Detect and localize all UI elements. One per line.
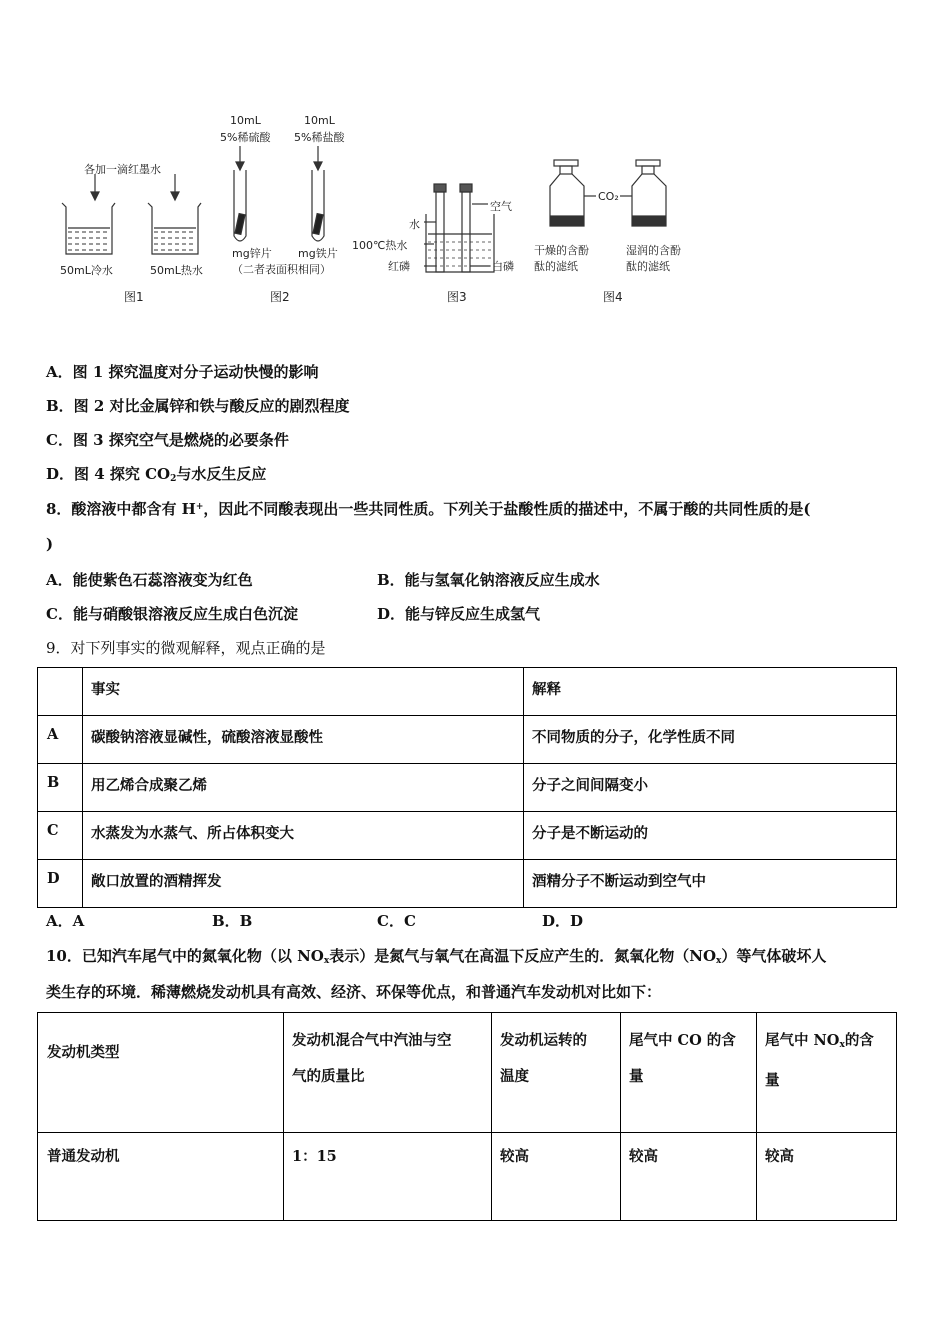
arrow-head-fig1-left — [91, 192, 99, 200]
q9-table — [37, 667, 897, 908]
q10-l1-c: 表示）是氮气与氧气在高温下反应产生的．氮氧化物（NO — [329, 947, 717, 965]
q10-row-co: 较高 — [621, 1133, 757, 1221]
q10-h2b: 气的质量比 — [292, 1068, 365, 1085]
q8-option-b: B．能与氢氧化钠溶液反应生成水 — [377, 571, 600, 589]
fig2-acid-right-2: 5%稀盐酸 — [294, 131, 345, 144]
q7-d-pre: D．图 4 探究 CO — [46, 465, 171, 483]
q9-header-explain: 解释 — [524, 668, 897, 716]
q7-d-post: 与水反生反应 — [176, 465, 267, 483]
fig1-beaker-left: 50mL冷水 — [60, 264, 113, 277]
q9-stem: 9．对下列事实的微观解释，观点正确的是 — [46, 639, 326, 657]
q10-header-ratio — [284, 1013, 492, 1133]
q10-stem-line2: 类生存的环境．稀薄燃烧发动机具有高效、经济、环保等优点，和普通汽车发动机对比如下： — [46, 983, 662, 1001]
fig3-air: 空气 — [490, 200, 512, 213]
q9-header-blank — [38, 668, 83, 716]
q10-h5b: 量 — [765, 1072, 780, 1089]
q8-option-c: C．能与硝酸银溶液反应生成白色沉淀 — [46, 605, 298, 623]
q10-header-co — [621, 1013, 757, 1133]
fig4-gas: CO₂ — [598, 190, 619, 203]
q10-table — [37, 1012, 897, 1221]
q10-h5a-pre: 尾气中 NO — [765, 1032, 840, 1049]
q9-row-fact: 水蒸发为水蒸气、所占体积变大 — [83, 812, 524, 860]
fig4-dry-1: 干燥的含酚 — [534, 244, 589, 257]
q8-stem-end: ) — [46, 535, 54, 553]
table-row — [38, 860, 897, 908]
fig1-beaker-right: 50mL热水 — [150, 264, 203, 277]
table-row — [38, 812, 897, 860]
q9-option-b: B．B — [212, 912, 253, 930]
q10-stem-line1 — [46, 945, 826, 966]
q9-option-c: C．C — [377, 912, 416, 930]
q9-row-fact: 碳酸钠溶液显碱性，硫酸溶液显酸性 — [83, 716, 524, 764]
q10-h5a-post: 的含 — [844, 1032, 874, 1049]
q10-h3a: 发动机运转的 — [500, 1032, 587, 1049]
q10-table-header — [38, 1013, 897, 1133]
q10-h4a: 尾气中 CO 的含 — [629, 1032, 736, 1049]
q10-h5a-sub: x — [839, 1040, 845, 1050]
q9-row-fact: 敞口放置的酒精挥发 — [83, 860, 524, 908]
table-row — [38, 1133, 897, 1221]
q10-row-nox: 较高 — [757, 1133, 897, 1221]
fig2-caption: 图2 — [270, 290, 290, 304]
q8-stem-post: ，因此不同酸表现出一些共同性质。下列关于盐酸性质的描述中，不属于酸的共同性质的是( — [203, 500, 811, 518]
q9-row-explain: 分子是不断运动的 — [524, 812, 897, 860]
q9-header-fact: 事实 — [83, 668, 524, 716]
q10-h5a — [765, 1023, 896, 1063]
table-row — [38, 764, 897, 812]
q10-h2a: 发动机混合气中汽油与空 — [292, 1032, 452, 1049]
figures-svg — [40, 108, 720, 308]
q10-l1-a: 10．已知汽车尾气中的氮氧化物（以 NO — [46, 947, 324, 965]
tube-red-phosphorus — [436, 192, 444, 272]
fig3-water: 水 — [409, 218, 420, 231]
q7-d-sub: 2 — [170, 474, 177, 484]
q9-row-label: D — [38, 860, 83, 908]
q9-row-explain: 分子之间间隔变小 — [524, 764, 897, 812]
arrow-head-fig1-right — [171, 192, 179, 200]
q10-header-temp — [492, 1013, 621, 1133]
q8-stem-sup: + — [195, 502, 204, 512]
q9-option-a: A．A — [46, 912, 85, 930]
q9-row-fact: 用乙烯合成聚乙烯 — [83, 764, 524, 812]
fig2-acid-left-2: 5%稀硫酸 — [220, 131, 271, 144]
q10-row-ratio: 1：15 — [284, 1133, 492, 1221]
q9-row-label: A — [38, 716, 83, 764]
q7-option-b: B．图 2 对比金属锌和铁与酸反应的剧烈程度 — [46, 397, 350, 415]
fig3-caption: 图3 — [447, 290, 467, 304]
fig4-dry-2: 酞的滤纸 — [534, 260, 578, 273]
q7-option-c: C．图 3 探究空气是燃烧的必要条件 — [46, 431, 289, 449]
fig4-caption: 图4 — [603, 290, 623, 304]
q10-row-type: 普通发动机 — [38, 1133, 284, 1221]
q10-l1-d: x — [716, 956, 722, 966]
q8-option-d: D．能与锌反应生成氢气 — [377, 605, 541, 623]
fig1-caption: 图1 — [124, 290, 144, 304]
fig2-acid-left-1: 10mL — [230, 114, 261, 127]
q10-row-temp: 较高 — [492, 1133, 621, 1221]
q10-h3b: 温度 — [500, 1068, 529, 1085]
fig2-metal-left: mg锌片 — [232, 247, 272, 260]
fig3-white-p: 白磷 — [492, 260, 514, 273]
fig3-red-p: 红磷 — [388, 260, 410, 273]
fig4-wet-1: 湿润的含酚 — [626, 244, 681, 257]
q7-option-a: A．图 1 探究温度对分子运动快慢的影响 — [46, 363, 319, 381]
q7-option-d — [46, 463, 266, 484]
q9-row-explain: 不同物质的分子，化学性质不同 — [524, 716, 897, 764]
q10-header-nox — [757, 1013, 897, 1133]
fig3-hot-water: 100℃热水 — [352, 239, 408, 252]
fig2-note: （二者表面积相同） — [232, 263, 331, 276]
q8-stem — [46, 498, 811, 519]
q8-option-a: A．能使紫色石蕊溶液变为红色 — [46, 571, 253, 589]
q9-option-d: D．D — [542, 912, 584, 930]
q9-row-label: B — [38, 764, 83, 812]
fig2-metal-right: mg铁片 — [298, 247, 338, 260]
q9-table-header — [38, 668, 897, 716]
q8-stem-pre: 8．酸溶液中都含有 H — [46, 500, 196, 518]
table-row — [38, 716, 897, 764]
fig4-wet-2: 酞的滤纸 — [626, 260, 670, 273]
fig2-acid-right-1: 10mL — [304, 114, 335, 127]
q9-row-explain: 酒精分子不断运动到空气中 — [524, 860, 897, 908]
q10-l1-e: ）等气体破坏人 — [721, 947, 827, 965]
q10-l1-b: x — [323, 956, 330, 966]
q10-h4b: 量 — [629, 1068, 644, 1085]
tube-white-phosphorus — [462, 192, 470, 272]
q10-header-type: 发动机类型 — [38, 1013, 284, 1133]
fig1-top-label: 各加一滴红墨水 — [84, 163, 161, 176]
q9-row-label: C — [38, 812, 83, 860]
